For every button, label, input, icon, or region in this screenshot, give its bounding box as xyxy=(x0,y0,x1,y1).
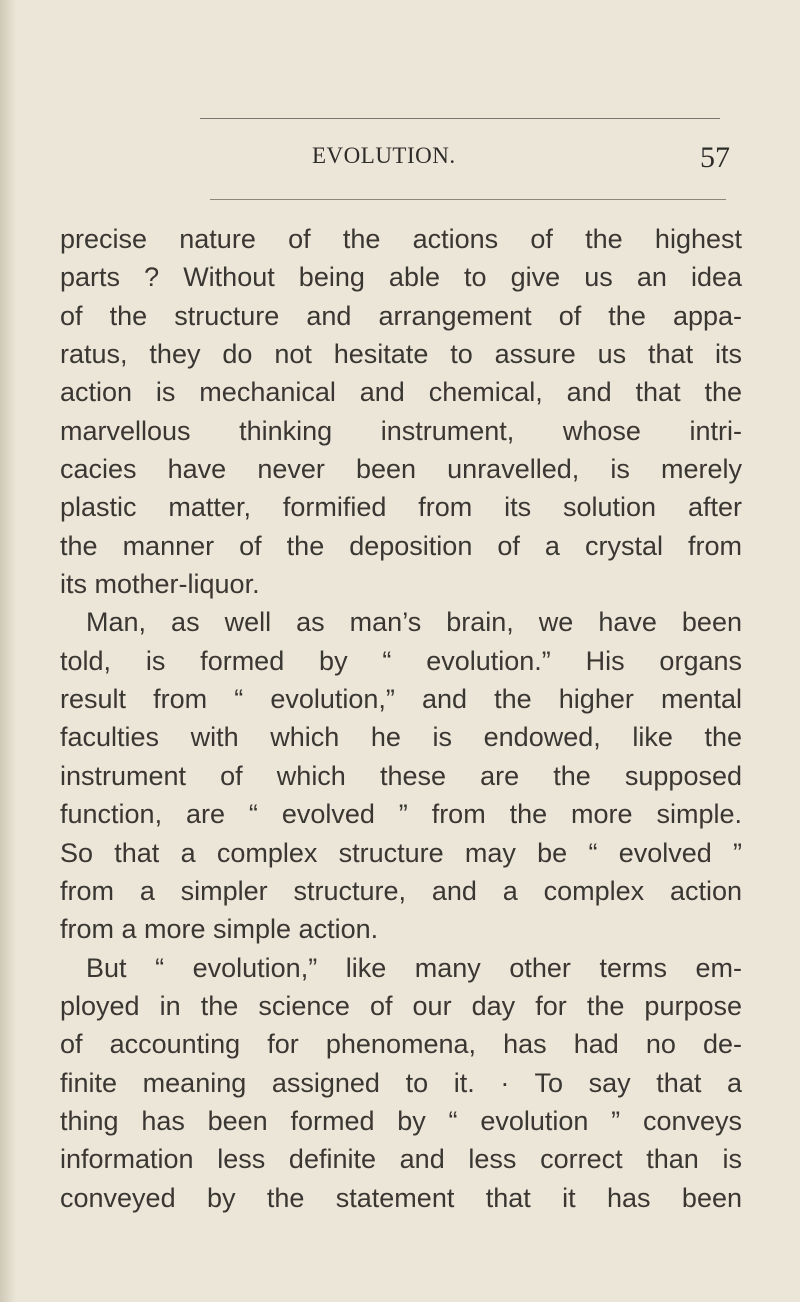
text-line: marvellous thinking instrument, whose intri- xyxy=(60,415,742,446)
text-line: action is mechanical and chemical, and that the xyxy=(60,377,742,408)
text-line: So that a complex structure may be “ evolved ” xyxy=(60,837,742,868)
text-line: the manner of the deposition of a crystal from xyxy=(60,530,742,561)
text-line: finite meaning assigned to it. · To say that a xyxy=(60,1067,742,1098)
text-line: information less definite and less correct than is xyxy=(60,1144,742,1175)
text-line: precise nature of the actions of the highest xyxy=(60,224,742,254)
text-line: of accounting for phenomena, has had no de- xyxy=(60,1029,742,1060)
text-line: of the structure and arrangement of the appa- xyxy=(60,300,742,331)
text-line: result from “ evolution,” and the higher mental xyxy=(60,684,742,715)
text-line: But “ evolution,” like many other terms em- xyxy=(86,952,742,983)
text-line: Man, as well as man’s brain, we have been xyxy=(86,607,742,638)
text-line: cacies have never been unravelled, is merely xyxy=(60,454,742,485)
page-gutter-shadow xyxy=(0,0,16,1302)
text-line: parts ? Without being able to give us an idea xyxy=(60,262,742,293)
text-line: instrument of which these are the supposed xyxy=(60,760,742,791)
text-line: faculties with which he is endowed, like the xyxy=(60,722,742,753)
text-line: conveyed by the statement that it has been xyxy=(60,1182,742,1213)
page-number: 57 xyxy=(700,141,730,174)
text-line: plastic matter, formified from its solution after xyxy=(60,492,742,523)
header-rule xyxy=(210,199,726,200)
text-line: ployed in the science of our day for the purpose xyxy=(60,990,742,1021)
text-line: ratus, they do not hesitate to assure us that its xyxy=(60,339,742,370)
body-text xyxy=(60,220,742,1217)
text-line: from a simpler structure, and a complex action xyxy=(60,875,742,906)
running-head: EVOLUTION. xyxy=(312,143,456,168)
text-line: from a more simple action. xyxy=(60,914,379,945)
text-line: thing has been formed by “ evolution ” conveys xyxy=(60,1105,742,1136)
top-rule xyxy=(200,118,720,119)
text-line: told, is formed by “ evolution.” His organs xyxy=(60,645,742,676)
text-line: its mother-liquor. xyxy=(60,569,260,600)
text-line: function, are “ evolved ” from the more simple. xyxy=(60,799,742,830)
